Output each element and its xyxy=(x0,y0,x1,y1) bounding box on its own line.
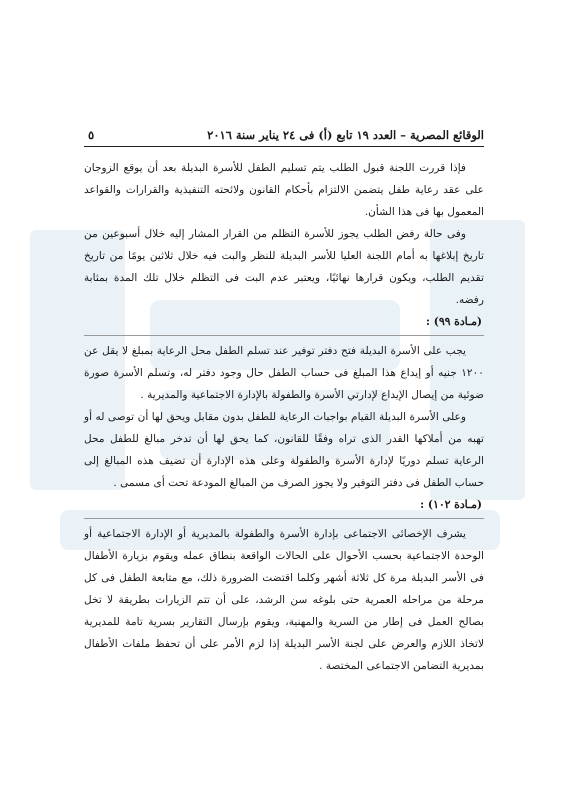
page-header xyxy=(84,128,484,147)
article-99-heading: (مـادة ٩٩) : xyxy=(425,315,482,328)
section-divider xyxy=(84,335,484,336)
paragraph-1: فإذا قررت اللجنة قبول الطلب يتم تسليم الطفل للأسرة البديلة بعد أن يوقع الزوجان على عقد رعاية طفل يتضمن الالتزام بأحكام القانون ولائحته التنفيذية والقرارات والقواعد المعمول بها فى هذا الشأن. xyxy=(84,162,484,218)
document-page xyxy=(84,128,484,677)
paragraph-5: يشرف الإخصائى الاجتماعى بإدارة الأسرة والطفولة بالمديرية أو الإدارة الاجتماعية أو الوحدة الاجتماعية بحسب الأحوال على الحالات الواقعة بنطاق عمله ويقوم بزيارة الأطفال فى الأسر البديلة مرة كل ثلاثة أشهر وكلما اقتضت الضرورة ذلك، مع متابعة الطفل فى كل مرحلة من مراحله العمرية حتى بلوغه سن الرشد، على أن تتم الزيارات بطريقة لا تخل بصالح العمل فى إطار من السرية والمهنية، ويقوم بإرسال التقارير بسرية تامة للمديرية لاتخاذ اللازم والعرض على لجنة الأسر البديلة إذا لزم الأمر على أن تحفظ ملفات الأطفال بمديرية التضامن الاجتماعى المختصة . xyxy=(84,528,484,672)
page-number: ٥ xyxy=(88,128,95,142)
header-title: الوقائع المصرية – العدد ١٩ تابع (أ) فى ٢٤ يناير سنة ٢٠١٦ xyxy=(207,128,484,142)
paragraph-2: وفى حالة رفض الطلب يجوز للأسرة التظلم من القرار المشار إليه خلال أسبوعين من تاريخ إبلاغها به أمام اللجنة العليا للأسر البديلة للنظر والبت فيه خلال ثلاثين يومًا من تاريخ تقديم الطلب، ويكون قرارها نهائيًا، ويعتبر عدم البت فى التظلم خلال تلك المدة بمثابة رفضه. xyxy=(84,228,484,306)
paragraph-3: يجب على الأسرة البديلة فتح دفتر توفير عند تسلم الطفل محل الرعاية بمبلغ لا يقل عن ١٢٠٠ جنيه أو إيداع هذا المبلغ فى حساب الطفل حال وجود دفتر له، وتسلم الأسرة صورة ضوئية من إيصال الإيداع لإدارتي الأسرة والطفولة بالإدارة الاجتماعية والمديرية . xyxy=(84,345,484,401)
section-divider xyxy=(84,518,484,519)
article-102-heading: (مـادة ١٠٢) : xyxy=(420,498,482,511)
paragraph-4: وعلى الأسرة البديلة القيام بواجبات الرعاية للطفل بدون مقابل ويحق لها أن توصى له أو تهبه من أملاكها القدر الذى تراه وفقًا للقانون، كما يحق لها أن تدخر مبالغ للطفل محل الرعاية تسلم دوريًا لإدارة الأسرة والطفولة وعلى هذه الإدارة أن تضيف هذه المبالغ إلى حساب الطفل فى دفتر التوفير ولا يجوز الصرف من المبالغ المودعة تحت أى مسمى . xyxy=(84,411,484,489)
